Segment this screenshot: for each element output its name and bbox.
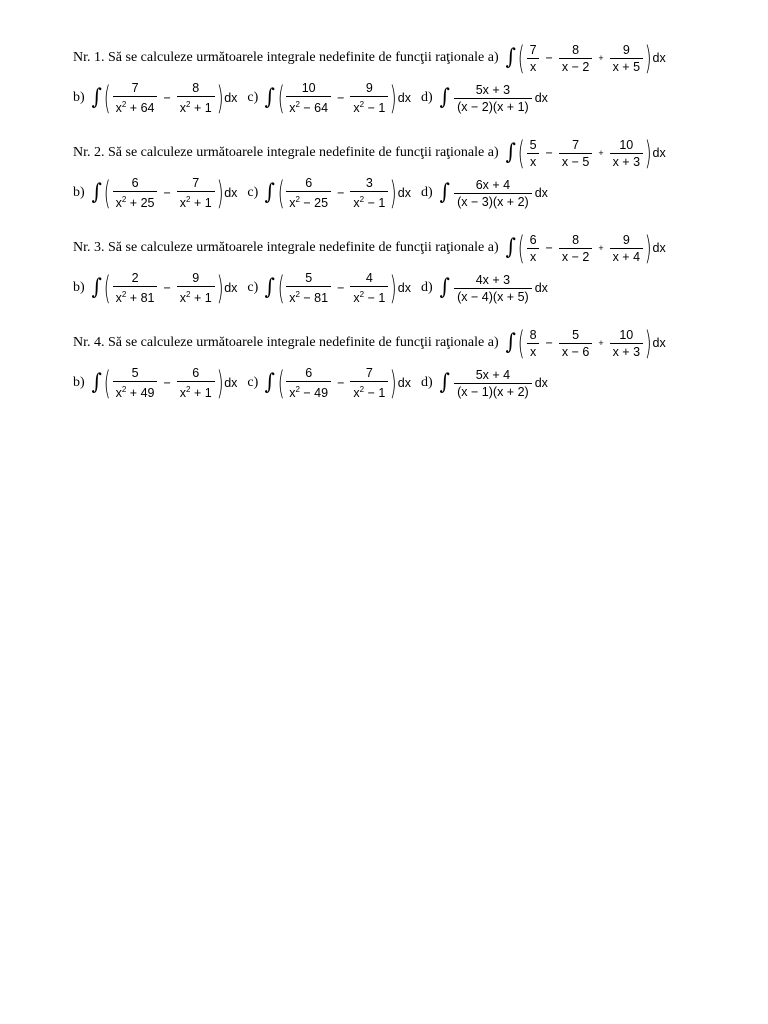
fraction: [177, 271, 215, 305]
problem-statement: Nr. 4. Să se calculeze următoarele integrale nedefinite de funcţii raţionale a): [73, 335, 499, 350]
differential: dx: [397, 281, 411, 295]
problem-line-1: [73, 323, 666, 363]
numerator: 4x + 3: [475, 272, 511, 287]
fraction: [350, 176, 388, 210]
left-paren: (: [103, 364, 111, 402]
denominator: [350, 286, 388, 305]
denominator: [113, 286, 158, 305]
problem-4: [73, 323, 713, 413]
problem-line-2: [73, 173, 548, 213]
operator: −: [163, 91, 171, 105]
subpoint-label-d: d): [421, 280, 433, 295]
integral-c: [264, 366, 411, 400]
integral-sign: ∫: [505, 235, 516, 260]
den-x: x: [179, 101, 187, 115]
right-paren: ): [644, 229, 652, 267]
numerator: 6: [305, 366, 313, 380]
left-paren: (: [103, 269, 111, 307]
denominator: x + 3: [610, 153, 643, 169]
left-paren: (: [517, 39, 525, 77]
integral-sign: ∫: [264, 370, 276, 395]
integral-sign: ∫: [264, 180, 276, 205]
den-x: x: [353, 101, 360, 115]
operator: −: [545, 146, 553, 160]
den-rest: + 64: [126, 101, 155, 115]
differential: dx: [397, 91, 411, 105]
fraction: [113, 271, 158, 305]
right-paren: ): [644, 39, 652, 77]
fraction: [527, 233, 540, 264]
subpoint-label-c: c): [247, 375, 259, 390]
fraction: [454, 273, 532, 304]
right-paren: ): [216, 269, 224, 307]
numerator: 5x + 4: [475, 367, 511, 382]
operator: −: [337, 186, 345, 200]
den-rest: − 1: [364, 291, 386, 305]
differential: dx: [652, 336, 666, 350]
integral-d: [439, 83, 548, 114]
numerator: 10: [301, 81, 316, 95]
den-x: x: [179, 386, 187, 400]
operator: −: [545, 241, 553, 255]
fraction: [454, 178, 532, 209]
den-x: x: [353, 386, 360, 400]
differential: dx: [397, 376, 411, 390]
numerator: 8: [572, 232, 580, 247]
subpoint-label-b: b): [73, 280, 85, 295]
integral-sign: ∫: [505, 330, 516, 355]
denominator: [177, 286, 215, 305]
denominator: [113, 96, 158, 115]
exponent: 2: [295, 195, 300, 204]
fraction: [610, 233, 643, 264]
exponent: 2: [121, 195, 127, 204]
integral-sign: ∫: [264, 85, 276, 110]
numerator: 9: [192, 271, 200, 285]
fraction: [286, 176, 331, 210]
numerator: 6: [131, 176, 139, 190]
fraction: [454, 368, 532, 399]
operator: +: [598, 243, 604, 253]
integral-a: [505, 229, 666, 267]
den-x: x: [179, 196, 187, 210]
differential: dx: [534, 281, 548, 295]
left-paren: (: [517, 229, 525, 267]
fraction: [610, 138, 643, 169]
operator: −: [545, 336, 553, 350]
integral-d: [439, 178, 548, 209]
denominator: (x − 3)(x + 2): [454, 193, 532, 209]
den-rest: + 49: [126, 386, 155, 400]
den-rest: + 1: [190, 386, 212, 400]
integral-d: [439, 273, 548, 304]
denominator: [286, 191, 331, 210]
operator: −: [163, 376, 171, 390]
right-paren: ): [216, 174, 224, 212]
right-paren: ): [644, 324, 652, 362]
numerator: 8: [529, 327, 537, 342]
den-x: x: [289, 291, 296, 305]
denominator: x + 4: [610, 248, 643, 264]
problem-statement: Nr. 2. Să se calculeze următoarele integrale nedefinite de funcţii raţionale a): [73, 145, 499, 160]
problem-1: [73, 38, 713, 128]
numerator: 4: [365, 271, 373, 285]
subpoint-label-b: b): [73, 185, 85, 200]
right-paren: ): [390, 79, 397, 117]
operator: +: [598, 53, 604, 63]
denominator: x: [527, 58, 539, 74]
denominator: [350, 381, 388, 400]
operator: −: [163, 281, 171, 295]
denominator: [113, 191, 158, 210]
den-rest: + 1: [190, 101, 212, 115]
subpoint-label-d: d): [421, 90, 433, 105]
exponent: 2: [359, 100, 365, 109]
fraction: [113, 81, 158, 115]
denominator: [286, 286, 331, 305]
fraction: [177, 81, 215, 115]
fraction: [113, 366, 158, 400]
den-x: x: [289, 101, 296, 115]
right-paren: ): [216, 364, 224, 402]
numerator: 7: [131, 81, 139, 95]
numerator: 8: [572, 42, 580, 57]
den-x: x: [115, 101, 122, 115]
denominator: [113, 381, 158, 400]
den-rest: − 64: [299, 101, 329, 115]
problem-statement: Nr. 1. Să se calculeze următoarele integrale nedefinite de funcţii raţionale a): [73, 50, 499, 65]
integral-sign: ∫: [264, 275, 276, 300]
fraction: [286, 366, 331, 400]
exponent: 2: [295, 290, 300, 299]
problem-2: [73, 133, 713, 223]
numerator: 7: [365, 366, 373, 380]
numerator: 6: [529, 232, 537, 247]
left-paren: (: [103, 174, 111, 212]
problem-line-1: [73, 228, 666, 268]
operator: −: [337, 281, 345, 295]
fraction: [350, 81, 388, 115]
numerator: 9: [365, 81, 373, 95]
integral-sign: ∫: [91, 180, 102, 205]
numerator: 6: [192, 366, 200, 380]
problem-line-1: [73, 38, 666, 78]
left-paren: (: [277, 174, 285, 212]
fraction: [559, 138, 592, 169]
fraction: [559, 43, 592, 74]
fraction: [454, 83, 532, 114]
integral-sign: ∫: [505, 45, 516, 70]
exponent: 2: [121, 100, 127, 109]
numerator: 5: [529, 137, 537, 152]
numerator: 9: [622, 42, 630, 57]
numerator: 5: [131, 366, 139, 380]
integral-sign: ∫: [439, 275, 450, 300]
right-paren: ): [390, 364, 397, 402]
left-paren: (: [517, 324, 525, 362]
fraction: [286, 81, 331, 115]
differential: dx: [224, 376, 238, 390]
numerator: 6: [305, 176, 313, 190]
den-rest: − 1: [364, 386, 386, 400]
denominator: (x − 4)(x + 5): [454, 288, 532, 304]
subpoint-label-d: d): [421, 185, 433, 200]
denominator: x: [527, 343, 539, 359]
fraction: [286, 271, 331, 305]
differential: dx: [224, 186, 238, 200]
integral-sign: ∫: [439, 180, 450, 205]
differential: dx: [534, 91, 548, 105]
left-paren: (: [277, 79, 285, 117]
problem-3: [73, 228, 713, 318]
right-paren: ): [390, 269, 397, 307]
denominator: x − 6: [559, 343, 592, 359]
operator: −: [337, 91, 345, 105]
numerator: 3: [365, 176, 373, 190]
den-rest: − 1: [364, 101, 386, 115]
exponent: 2: [186, 100, 191, 109]
numerator: 10: [619, 137, 634, 152]
den-x: x: [353, 291, 360, 305]
differential: dx: [652, 241, 666, 255]
denominator: [286, 96, 331, 115]
integral-b: [91, 81, 238, 115]
fraction: [527, 328, 540, 359]
fraction: [527, 43, 540, 74]
exponent: 2: [186, 195, 191, 204]
differential: dx: [224, 91, 238, 105]
operator: +: [598, 148, 604, 158]
numerator: 2: [131, 271, 139, 285]
fraction: [610, 328, 643, 359]
fraction: [350, 366, 388, 400]
exponent: 2: [359, 385, 365, 394]
integral-sign: ∫: [91, 370, 102, 395]
fraction: [177, 366, 215, 400]
differential: dx: [224, 281, 238, 295]
numerator: 5: [305, 271, 313, 285]
integral-sign: ∫: [91, 85, 102, 110]
operator: −: [545, 51, 553, 65]
left-paren: (: [277, 269, 285, 307]
right-paren: ): [390, 174, 397, 212]
exponent: 2: [186, 290, 191, 299]
subpoint-label-c: c): [247, 280, 259, 295]
den-x: x: [289, 386, 296, 400]
den-rest: − 25: [299, 196, 329, 210]
differential: dx: [652, 146, 666, 160]
numerator: 7: [572, 137, 580, 152]
integral-sign: ∫: [505, 140, 516, 165]
fraction: [559, 233, 592, 264]
fraction: [527, 138, 540, 169]
left-paren: (: [277, 364, 285, 402]
problem-line-1: [73, 133, 666, 173]
differential: dx: [534, 186, 548, 200]
numerator: 6x + 4: [475, 177, 511, 192]
exponent: 2: [359, 290, 365, 299]
denominator: x − 2: [559, 58, 592, 74]
integral-a: [505, 39, 666, 77]
differential: dx: [397, 186, 411, 200]
differential: dx: [652, 51, 666, 65]
right-paren: ): [644, 134, 652, 172]
subpoint-label-d: d): [421, 375, 433, 390]
integral-b: [91, 366, 238, 400]
numerator: 5: [572, 327, 580, 342]
denominator: [350, 96, 388, 115]
problem-line-2: [73, 268, 548, 308]
exponent: 2: [121, 385, 127, 394]
den-rest: − 81: [299, 291, 329, 305]
exponent: 2: [295, 100, 300, 109]
integral-a: [505, 134, 666, 172]
denominator: x: [527, 248, 539, 264]
den-rest: − 1: [364, 196, 386, 210]
den-x: x: [289, 196, 296, 210]
denominator: [286, 381, 331, 400]
exponent: 2: [186, 385, 191, 394]
exponent: 2: [121, 290, 127, 299]
integral-c: [264, 271, 411, 305]
den-x: x: [115, 196, 122, 210]
numerator: 9: [622, 232, 630, 247]
fraction: [350, 271, 388, 305]
operator: +: [598, 338, 604, 348]
numerator: 7: [192, 176, 200, 190]
denominator: [177, 191, 215, 210]
denominator: (x − 1)(x + 2): [454, 383, 532, 399]
integral-c: [264, 81, 411, 115]
denominator: x + 3: [610, 343, 643, 359]
fraction: [610, 43, 643, 74]
denominator: (x − 2)(x + 1): [454, 98, 532, 114]
problem-line-2: [73, 78, 548, 118]
integral-d: [439, 368, 548, 399]
den-x: x: [179, 291, 187, 305]
problem-line-2: [73, 363, 548, 403]
differential: dx: [534, 376, 548, 390]
left-paren: (: [103, 79, 111, 117]
problem-statement: Nr. 3. Să se calculeze următoarele integrale nedefinite de funcţii raţionale a): [73, 240, 499, 255]
exponent: 2: [295, 385, 300, 394]
denominator: [350, 191, 388, 210]
den-rest: − 49: [299, 386, 329, 400]
integral-b: [91, 176, 238, 210]
integral-c: [264, 176, 411, 210]
den-x: x: [115, 386, 122, 400]
integral-sign: ∫: [439, 370, 450, 395]
denominator: x + 5: [610, 58, 643, 74]
right-paren: ): [216, 79, 224, 117]
subpoint-label-b: b): [73, 375, 85, 390]
operator: −: [163, 186, 171, 200]
numerator: 10: [619, 327, 634, 342]
fraction: [177, 176, 215, 210]
denominator: x − 5: [559, 153, 592, 169]
den-rest: + 1: [190, 291, 212, 305]
numerator: 7: [529, 42, 537, 57]
integral-sign: ∫: [439, 85, 450, 110]
left-paren: (: [517, 134, 525, 172]
den-rest: + 81: [126, 291, 155, 305]
subpoint-label-b: b): [73, 90, 85, 105]
denominator: x: [527, 153, 539, 169]
denominator: [177, 96, 215, 115]
den-x: x: [115, 291, 122, 305]
exponent: 2: [359, 195, 365, 204]
subpoint-label-c: c): [247, 90, 259, 105]
fraction: [559, 328, 592, 359]
denominator: x − 2: [559, 248, 592, 264]
fraction: [113, 176, 158, 210]
den-x: x: [353, 196, 360, 210]
den-rest: + 25: [126, 196, 155, 210]
integral-b: [91, 271, 238, 305]
integral-a: [505, 324, 666, 362]
operator: −: [337, 376, 345, 390]
numerator: 8: [192, 81, 200, 95]
denominator: [177, 381, 215, 400]
den-rest: + 1: [190, 196, 212, 210]
integral-sign: ∫: [91, 275, 102, 300]
numerator: 5x + 3: [475, 82, 511, 97]
subpoint-label-c: c): [247, 185, 259, 200]
